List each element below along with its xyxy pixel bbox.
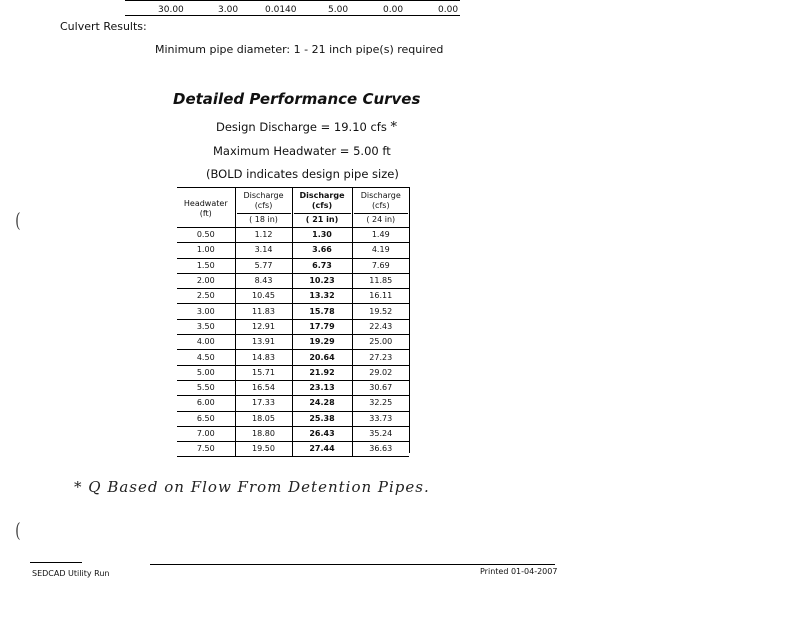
top-table-rule xyxy=(125,15,460,16)
discharge-18-cell: 1.12 xyxy=(235,228,292,243)
handwritten-note: * Q Based on Flow From Detention Pipes. xyxy=(74,478,430,496)
headwater-cell: 0.50 xyxy=(177,228,235,243)
asterisk-mark: * xyxy=(390,120,398,135)
discharge-18-cell: 12.91 xyxy=(235,319,292,334)
table-row xyxy=(177,365,409,380)
discharge-18-cell: 17.33 xyxy=(235,396,292,411)
headwater-cell: 5.00 xyxy=(177,365,235,380)
table-row xyxy=(177,243,409,258)
discharge-18-cell: 16.54 xyxy=(235,380,292,395)
max-headwater-line: Maximum Headwater = 5.00 ft xyxy=(213,144,391,158)
top-row-value: 30.00 xyxy=(158,5,184,15)
top-table-border xyxy=(125,0,460,1)
headwater-cell: 4.00 xyxy=(177,335,235,350)
headwater-cell: 1.50 xyxy=(177,258,235,273)
headwater-cell: 6.00 xyxy=(177,396,235,411)
table-row xyxy=(177,258,409,273)
top-row-value: 0.00 xyxy=(438,5,459,15)
footer-program-name: SEDCAD Utility Run xyxy=(32,569,110,578)
discharge-18-cell: 3.14 xyxy=(235,243,292,258)
discharge-21-cell: 15.78 xyxy=(292,304,352,319)
discharge-24-cell: 11.85 xyxy=(352,273,409,288)
discharge-18-cell: 8.43 xyxy=(235,273,292,288)
table-row xyxy=(177,396,409,411)
top-row-value: 3.00 xyxy=(218,5,239,15)
table-row xyxy=(177,319,409,334)
table-row xyxy=(177,273,409,288)
discharge-21-cell: 10.23 xyxy=(292,273,352,288)
table-row xyxy=(177,304,409,319)
discharge-24-cell: 25.00 xyxy=(352,335,409,350)
column-header-headwater: Headwater (ft) xyxy=(183,199,228,218)
table-row xyxy=(177,350,409,365)
discharge-24-cell: 32.25 xyxy=(352,396,409,411)
top-row-value: 0.0140 xyxy=(265,5,297,15)
discharge-21-cell: 23.13 xyxy=(292,380,352,395)
discharge-21-cell: 13.32 xyxy=(292,289,352,304)
discharge-21-cell: 20.64 xyxy=(292,350,352,365)
discharge-21-cell: 24.28 xyxy=(292,396,352,411)
discharge-24-cell: 22.43 xyxy=(352,319,409,334)
headwater-cell: 6.50 xyxy=(177,411,235,426)
headwater-cell: 7.50 xyxy=(177,442,235,457)
top-row-value: 5.00 xyxy=(328,5,349,15)
discharge-24-cell: 30.67 xyxy=(352,380,409,395)
headwater-cell: 3.50 xyxy=(177,319,235,334)
footer-rule-left xyxy=(30,562,82,563)
discharge-18-cell: 15.71 xyxy=(235,365,292,380)
headwater-cell: 1.00 xyxy=(177,243,235,258)
table-row xyxy=(177,335,409,350)
discharge-24-cell: 16.11 xyxy=(352,289,409,304)
headwater-cell: 2.50 xyxy=(177,289,235,304)
discharge-24-cell: 4.19 xyxy=(352,243,409,258)
discharge-24-cell: 27.23 xyxy=(352,350,409,365)
headwater-cell: 3.00 xyxy=(177,304,235,319)
discharge-21-cell: 19.29 xyxy=(292,335,352,350)
table-right-border xyxy=(409,187,410,453)
discharge-21-cell: 17.79 xyxy=(292,319,352,334)
scan-mark: ( xyxy=(15,518,21,542)
scan-mark: ( xyxy=(15,208,21,232)
footer-print-date: Printed 01-04-2007 xyxy=(480,567,558,576)
discharge-18-cell: 13.91 xyxy=(235,335,292,350)
performance-table xyxy=(177,187,409,457)
table-row xyxy=(177,426,409,441)
discharge-24-cell: 7.69 xyxy=(352,258,409,273)
table-header-row xyxy=(177,188,409,228)
discharge-24-cell: 29.02 xyxy=(352,365,409,380)
discharge-18-cell: 19.50 xyxy=(235,442,292,457)
discharge-18-cell: 11.83 xyxy=(235,304,292,319)
discharge-21-cell: 21.92 xyxy=(292,365,352,380)
headwater-cell: 5.50 xyxy=(177,380,235,395)
column-header-discharge-18: Discharge (cfs) ( 18 in) xyxy=(235,188,292,228)
table-row xyxy=(177,289,409,304)
discharge-18-cell: 14.83 xyxy=(235,350,292,365)
table-row xyxy=(177,228,409,243)
bold-note: (BOLD indicates design pipe size) xyxy=(206,167,399,181)
discharge-24-cell: 36.63 xyxy=(352,442,409,457)
discharge-21-cell: 27.44 xyxy=(292,442,352,457)
discharge-21-cell: 26.43 xyxy=(292,426,352,441)
column-header-discharge-24: Discharge (cfs) ( 24 in) xyxy=(352,188,409,228)
discharge-21-cell: 25.38 xyxy=(292,411,352,426)
discharge-24-cell: 19.52 xyxy=(352,304,409,319)
design-discharge-line xyxy=(216,120,397,135)
discharge-18-cell: 10.45 xyxy=(235,289,292,304)
top-row-value: 0.00 xyxy=(383,5,404,15)
discharge-21-cell: 6.73 xyxy=(292,258,352,273)
discharge-24-cell: 35.24 xyxy=(352,426,409,441)
table-row xyxy=(177,380,409,395)
discharge-24-cell: 1.49 xyxy=(352,228,409,243)
column-header-discharge-21: Discharge (cfs) ( 21 in) xyxy=(292,188,352,228)
footer-rule-right xyxy=(150,564,555,565)
table-row xyxy=(177,411,409,426)
headwater-cell: 2.00 xyxy=(177,273,235,288)
table-row xyxy=(177,442,409,457)
design-discharge-text: Design Discharge = 19.10 cfs xyxy=(216,120,387,134)
discharge-24-cell: 33.73 xyxy=(352,411,409,426)
discharge-21-cell: 3.66 xyxy=(292,243,352,258)
minimum-pipe-text: Minimum pipe diameter: 1 - 21 inch pipe(s) required xyxy=(155,43,444,56)
culvert-results-heading: Culvert Results: xyxy=(60,20,147,33)
discharge-18-cell: 18.80 xyxy=(235,426,292,441)
headwater-cell: 4.50 xyxy=(177,350,235,365)
discharge-18-cell: 18.05 xyxy=(235,411,292,426)
section-title: Detailed Performance Curves xyxy=(173,90,421,108)
discharge-21-cell: 1.30 xyxy=(292,228,352,243)
discharge-18-cell: 5.77 xyxy=(235,258,292,273)
headwater-cell: 7.00 xyxy=(177,426,235,441)
